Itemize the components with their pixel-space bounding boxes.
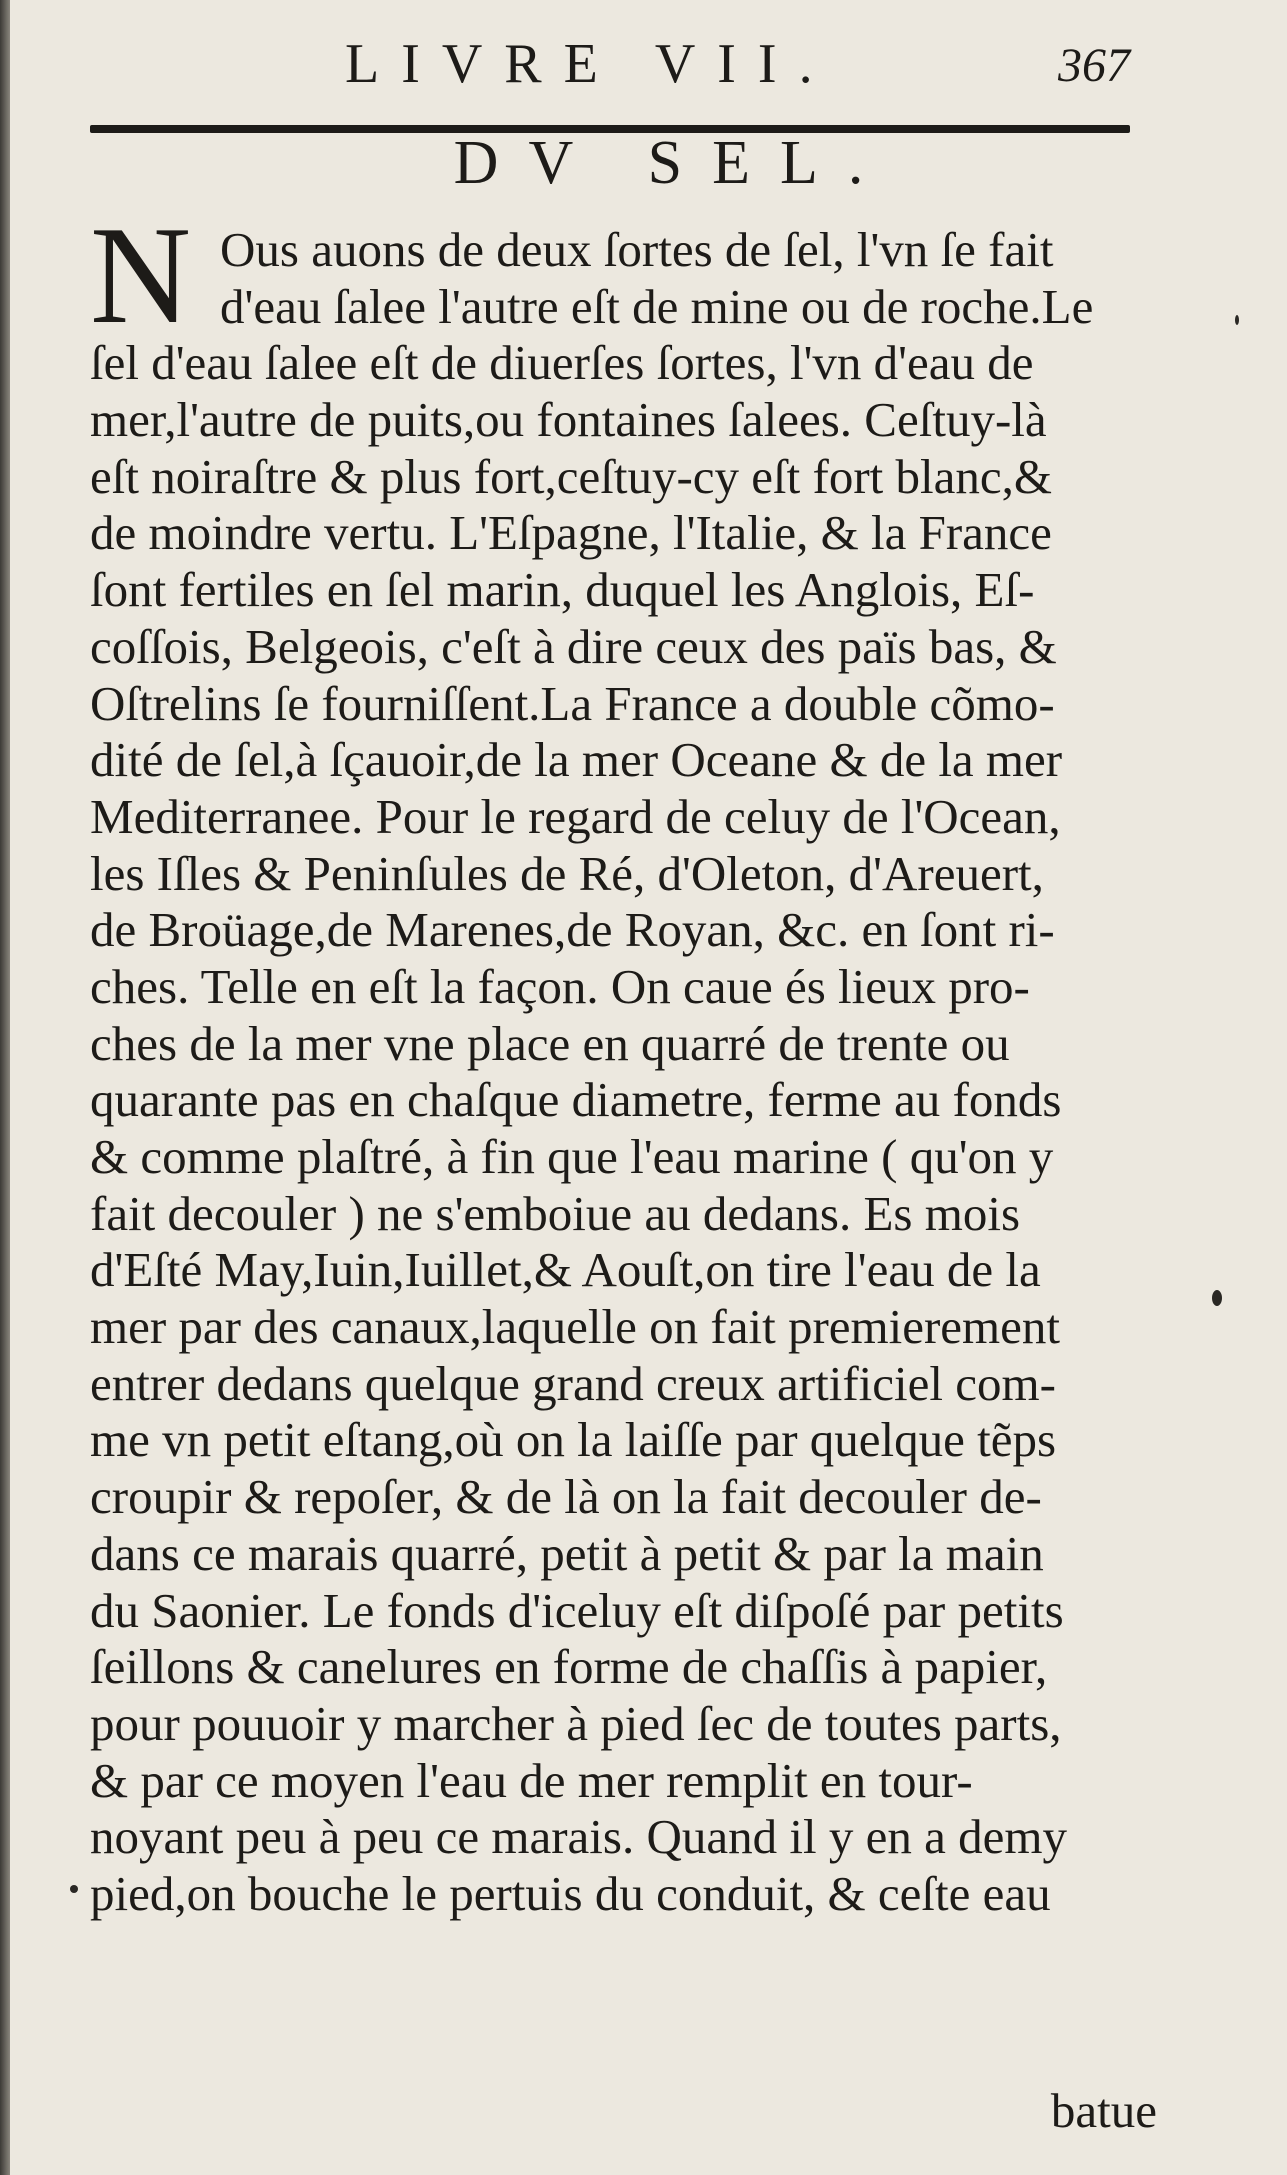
text-line: ches. Telle en eſt la façon. On caue és lieux pro- bbox=[90, 958, 1030, 1014]
text-line: du Saonier. Le fonds d'iceluy eſt diſpoſé par petits bbox=[90, 1582, 1064, 1638]
text-line: Oſtrelins ſe fourniſſent.La France a double cõmo- bbox=[90, 675, 1055, 731]
text-line: d'eau ſalee l'autre eſt de mine ou de roche.Le bbox=[220, 278, 1094, 334]
text-line: ſel d'eau ſalee eſt de diuerſes ſortes, l'vn d'eau de bbox=[90, 335, 1034, 391]
running-title: LIVRE VII. bbox=[345, 33, 835, 95]
text-line: Mediterranee. Pour le regard de celuy de l'Ocean, bbox=[90, 788, 1061, 844]
text-line: dans ce marais quarré, petit à petit & par la main bbox=[90, 1525, 1044, 1581]
body-text bbox=[90, 198, 1155, 1923]
text-line: ches de la mer vne place en quarré de trente ou bbox=[90, 1015, 1010, 1071]
text-line: noyant peu à peu ce marais. Quand il y en a demy bbox=[90, 1809, 1067, 1865]
ink-speck bbox=[70, 1885, 78, 1893]
text-line: Ous auons de deux ſortes de ſel, l'vn ſe fait bbox=[220, 222, 1054, 277]
text-line: quarante pas en chaſque diametre, ferme au fonds bbox=[90, 1072, 1062, 1128]
text-line: de moindre vertu. L'Eſpagne, l'Italie, & la France bbox=[90, 505, 1052, 561]
text-line: fait decouler ) ne s'emboiue au dedans. Es mois bbox=[90, 1185, 1021, 1241]
text-line: entrer dedans quelque grand creux artificiel com- bbox=[90, 1355, 1056, 1411]
text-line: les Iſles & Peninſules de Ré, d'Oleton, d'Areuert, bbox=[90, 845, 1044, 901]
text-line: pour pouuoir y marcher à pied ſec de toutes parts, bbox=[90, 1695, 1062, 1751]
text-line: dité de ſel,à ſçauoir,de la mer Oceane & de la mer bbox=[90, 732, 1063, 788]
text-line: & par ce moyen l'eau de mer remplit en tour- bbox=[90, 1752, 973, 1808]
text-line: & comme plaſtré, à fin que l'eau marine ( qu'on y bbox=[90, 1129, 1054, 1184]
page-edge bbox=[0, 0, 10, 2175]
drop-cap: N bbox=[90, 198, 192, 353]
text-line: ſeillons & canelures en forme de chaſſis à papier, bbox=[90, 1639, 1048, 1695]
text-line: pied,on bouche le pertuis du conduit, & ceſte eau bbox=[90, 1865, 1051, 1921]
section-title: DV SEL. bbox=[453, 129, 894, 197]
text-line: ſont fertiles en ſel marin, duquel les Anglois, Eſ- bbox=[90, 562, 1035, 618]
catchword: batue bbox=[1050, 2083, 1157, 2138]
ink-speck bbox=[1235, 315, 1239, 325]
text-line: mer par des canaux,laquelle on fait premierement bbox=[90, 1299, 1061, 1355]
text-line: croupir & repoſer, & de là on la fait decouler de- bbox=[90, 1469, 1042, 1525]
page-number: 367 bbox=[1058, 39, 1130, 92]
page-header bbox=[90, 20, 1140, 110]
text-line: de Broüage,de Marenes,de Royan, &c. en ſont ri- bbox=[90, 902, 1055, 958]
text-line: d'Eſté May,Iuin,Iuillet,& Aouſt,on tire l'eau de la bbox=[90, 1242, 1041, 1298]
text-line: me vn petit eſtang,où on la laiſſe par quelque tẽps bbox=[90, 1412, 1057, 1468]
ink-speck bbox=[1212, 1290, 1222, 1306]
text-line: coſſois, Belgeois, c'eſt à dire ceux des païs bas, & bbox=[90, 618, 1057, 674]
text-line: eſt noiraſtre & plus fort,ceſtuy-cy eſt fort blanc,& bbox=[90, 448, 1052, 504]
text-line: mer,l'autre de puits,ou fontaines ſalees. Ceſtuy-là bbox=[90, 392, 1047, 448]
